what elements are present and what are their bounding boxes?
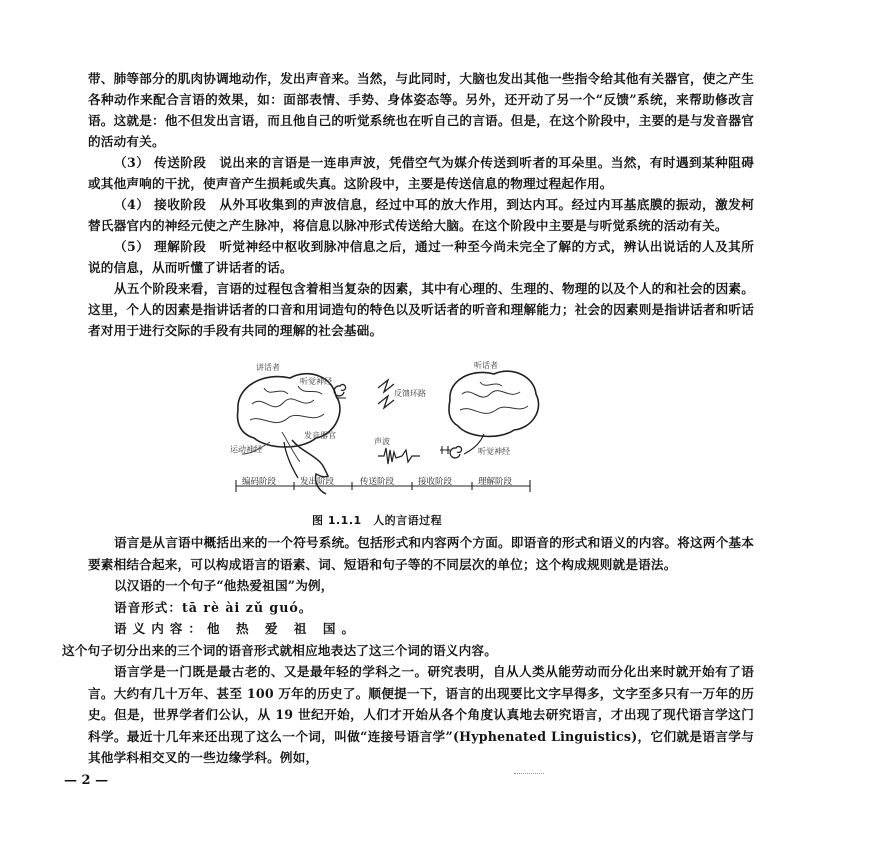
paragraph-language-definition: 语言是从言语中概括出来的一个符号系统。包括形式和内容两个方面。即语音的形式和语义的内容。将这两个基本要素相结合起来，可以构成语言的语素、词、短语和句子等的不同层次的单位；这个构成规则就是语法。 [88, 535, 754, 572]
figure-caption: 图 1.1.1 人的言语过程 [312, 514, 443, 527]
articulatory-organs-label: 发音器官 [304, 431, 336, 440]
stage-emission: 发出阶段 [300, 477, 335, 487]
speaker-label: 讲话者 [256, 363, 280, 372]
stage-comprehension: 理解阶段 [478, 477, 513, 487]
paragraph-reception-stage: （4） 接收阶段 从外耳收集到的声波信息，经过中耳的放大作用，到达内耳。经过内耳基底膜的振动，激发柯替氏器官内的神经元使之产生脉冲，将信息以脉冲形式传送给大脑。在这个阶段中主要是与听觉系统的活动有关。 [88, 197, 754, 233]
speech-process-figure [228, 358, 548, 498]
bottom-text-block [62, 532, 754, 769]
paragraph-comprehension-stage: （5） 理解阶段 听觉神经中枢收到脉冲信息之后，通过一种至今尚未完全了解的方式，辨认出说话的人及其所说的信息，从而听懂了讲话者的话。 [88, 239, 754, 275]
top-text-block [88, 68, 754, 341]
listener-ear-spiral-icon [450, 446, 461, 457]
paragraph-linguistics-history: 语言学是一门既是最古老的、又是最年轻的学科之一。研究表明，自从人类从能劳动而分化出来时就开始有了语言。大约有几十万年、甚至 100 万年的历史了。顺便提一下，语言的出现要比文字早得多，文字至多只有一万年的历史。但是，世界学者们公认，从 19 世纪开始，人们才开始从各个角度认真地去研究语言，才出现了现代语言学这门科学。最近十几年来还出现了这么一个词，叫做“连接号语言学”(Hyphenated Linguistics)，它们就是语言学与其他学科相交叉的一些边缘学科。例如， [88, 664, 754, 765]
scan-speck [514, 773, 544, 780]
feedback-loop-label: 反馈环路 [394, 389, 426, 398]
paragraph-example-intro: 以汉语的一个句子“他热爱祖国”为例， [114, 578, 334, 593]
listener-label: 听话者 [474, 361, 498, 370]
semantic-content-line: 语义内容：他 热 爱 祖 国。 [114, 621, 361, 636]
page-number: — 2 — [64, 773, 109, 788]
stage-reception: 接收阶段 [418, 477, 453, 487]
listener-auditory-nerve-label: 听觉神经 [478, 447, 510, 456]
listener-brain [449, 371, 539, 436]
speaker-auditory-nerve-label: 听觉神经 [300, 377, 332, 386]
paragraph-continuation: 带、肺等部分的肌肉协调地动作，发出声音来。当然，与此同时，大脑也发出其他一些指令给其他有关器官，使之产生各种动作来配合言语的效果，如：面部表情、手势、身体姿态等。另外，还开动了另一个“反馈”系统，来帮助修改言语。这就是：他不但发出言语，而且他自己的听觉系统也在听自己的言语。但是，在这个阶段中，主要的是与发音器官的活动有关。 [88, 71, 754, 149]
paragraph-transmission-stage: （3） 传送阶段 说出来的言语是一连串声波，凭借空气为媒介传送到听者的耳朵里。当然，有时遇到某种阻碍或其他声响的干扰，使声音产生损耗或失真。这阶段中，主要是传送信息的物理过程起作用。 [88, 155, 754, 191]
sound-wave-label: 声波 [374, 437, 390, 446]
paragraph-example-conclusion: 这个句子切分出来的三个词的语音形式就相应地表达了这三个词的语义内容。 [62, 642, 497, 658]
speaker-ear-spiral-icon [334, 384, 345, 395]
stage-transmission: 传送阶段 [360, 477, 395, 487]
phonetic-form-line: 语音形式：tā rè ài zǔ guó。 [114, 599, 313, 615]
motor-nerve-label: 运动神经 [230, 445, 262, 454]
sound-wave-icon [378, 448, 420, 464]
feedback-loop-arrow-icon [378, 380, 394, 392]
paragraph-five-stages-summary: 从五个阶段来看，言语的过程包含着相当复杂的因素，其中有心理的、生理的、物理的以及个人的和社会的因素。这里，个人的因素是指讲话者的口音和用词造句的特色以及听话者的听音和理解能力；社会的因素则是指讲话者和听话者对用于进行交际的手段有共同的理解的社会基础。 [88, 281, 754, 338]
stage-encoding: 编码阶段 [242, 477, 277, 487]
